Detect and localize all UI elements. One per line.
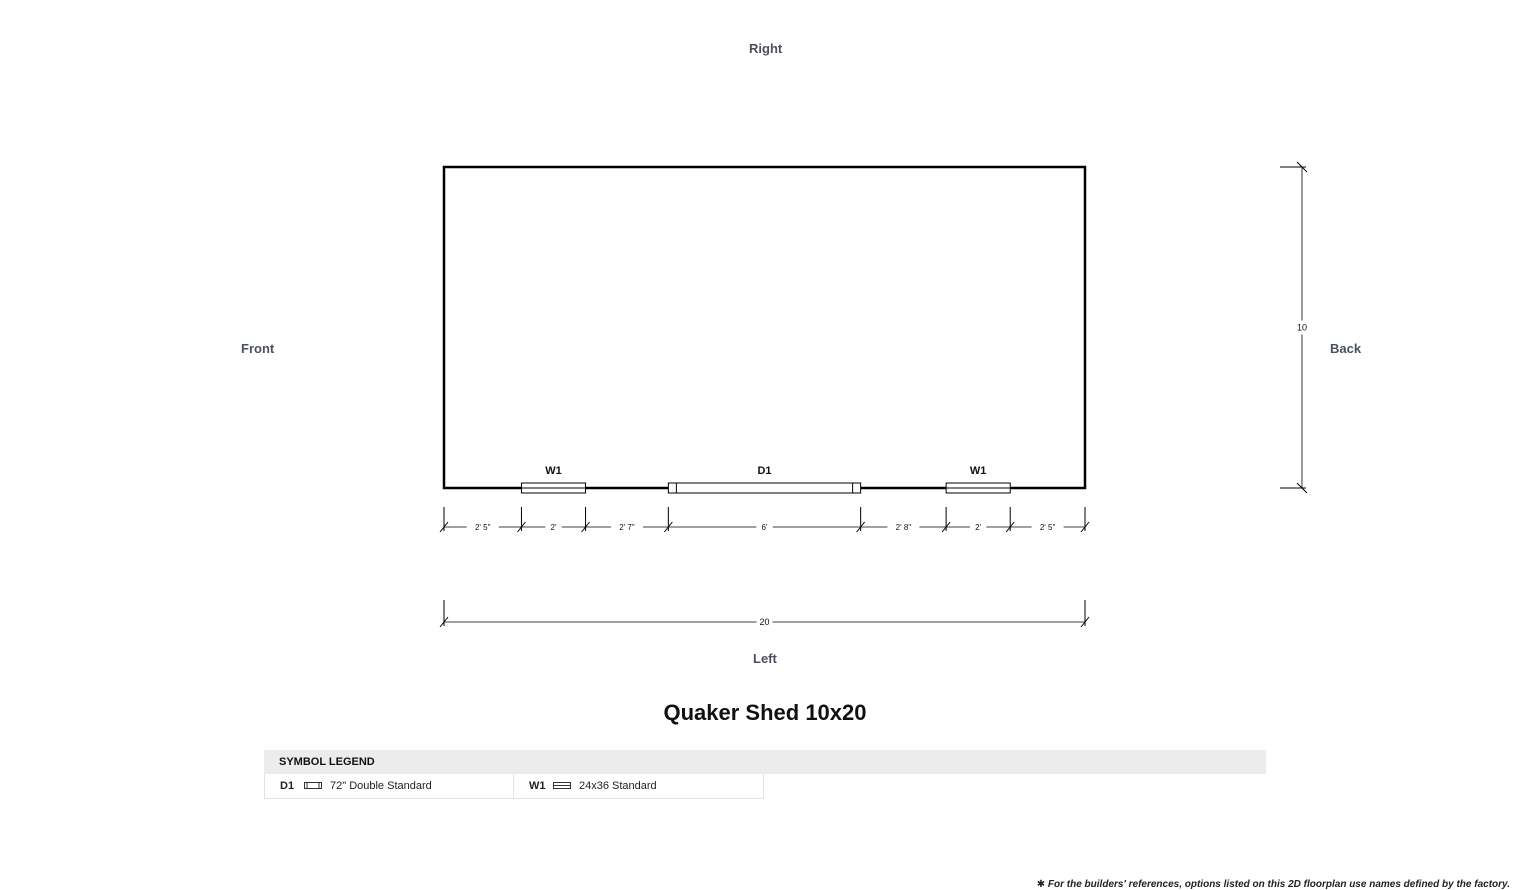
segment-dimension-label: 2' 7": [619, 523, 635, 532]
segment-dimension-label: 2': [550, 523, 557, 532]
segment-dimension-label: 2' 5": [1039, 523, 1056, 532]
orientation-label-back: Back: [1330, 341, 1362, 356]
legend-code: W1: [529, 780, 546, 792]
segment-dimension-label: 2' 5": [474, 523, 491, 532]
legend-description: 72" Double Standard: [330, 780, 432, 792]
building-walls: [444, 167, 1085, 488]
window-symbol-icon: [553, 780, 571, 792]
segment-dimension-label: 2' 8": [895, 523, 912, 532]
legend-item-door: [264, 774, 514, 799]
plan-title: Quaker Shed 10x20: [663, 700, 867, 725]
overall-width-label: 20: [759, 617, 770, 627]
orientation-label-left: Left: [753, 651, 777, 666]
segment-dimension-label: 2': [975, 523, 982, 532]
legend-row: [264, 774, 1266, 799]
door-symbol-icon: [304, 780, 322, 792]
legend-description: 24x36 Standard: [579, 780, 657, 792]
door-symbol: [668, 483, 860, 493]
building-outline: [444, 167, 1085, 488]
legend-title: SYMBOL LEGEND: [264, 750, 1266, 774]
footnote: ✱ For the builders' references, options listed on this 2D floorplan use names defined by the factory.: [1036, 879, 1510, 890]
symbol-legend: [264, 750, 1266, 799]
overall-depth-label: 10: [1296, 322, 1308, 333]
opening-code-label: W1: [969, 465, 987, 477]
segment-dimension-label: 6': [761, 523, 768, 532]
opening-code-label: W1: [545, 465, 562, 477]
legend-item-window: [514, 774, 764, 799]
orientation-label-front: Front: [241, 341, 275, 356]
opening-code-label: D1: [757, 465, 772, 477]
orientation-label-right: Right: [749, 41, 783, 56]
legend-code: D1: [280, 780, 295, 792]
